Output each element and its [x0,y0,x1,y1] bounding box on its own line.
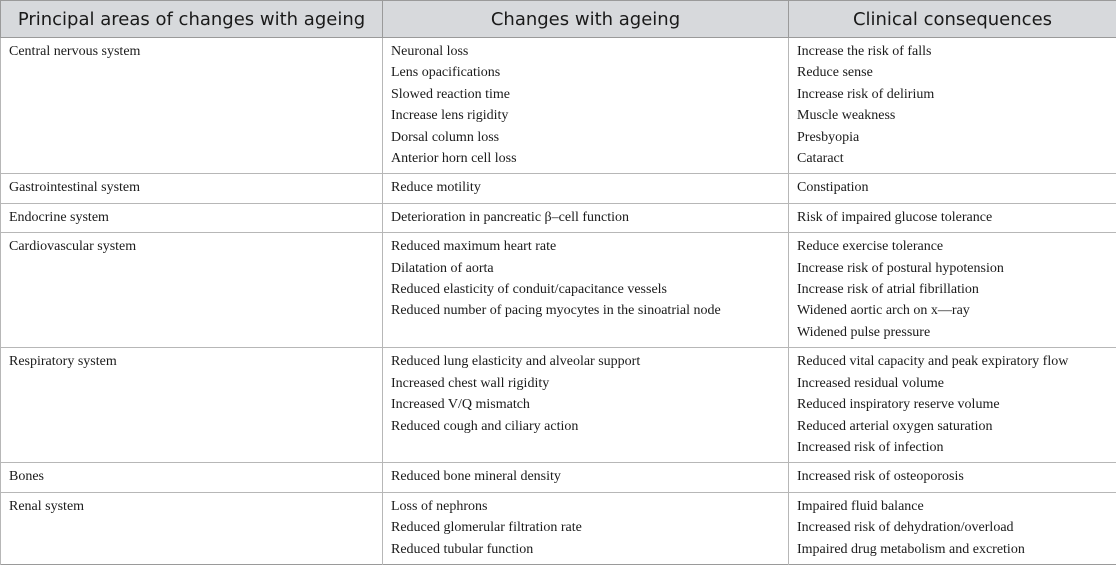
change-item: Dilatation of aorta [391,258,780,279]
changes-cell [383,174,789,203]
area-cell: Gastrointestinal system [1,174,383,203]
consequence-item: Widened aortic arch on x—ray [797,300,1108,321]
consequence-item: Reduced vital capacity and peak expiratory flow [797,351,1108,372]
area-cell: Central nervous system [1,38,383,174]
change-item: Reduced tubular function [391,539,780,560]
consequences-cell [789,492,1116,564]
change-item: Reduced bone mineral density [391,466,780,487]
table-header [1,1,1116,38]
consequence-item: Increased risk of dehydration/overload [797,517,1108,538]
changes-cell [383,492,789,564]
change-item: Increased chest wall rigidity [391,373,780,394]
table-row [1,492,1116,564]
table-row [1,38,1116,174]
table-row [1,348,1116,463]
table-row [1,174,1116,203]
consequence-item: Increase risk of delirium [797,84,1108,105]
change-item: Reduce motility [391,177,780,198]
change-item: Neuronal loss [391,41,780,62]
change-item: Reduced maximum heart rate [391,236,780,257]
change-item: Reduced lung elasticity and alveolar support [391,351,780,372]
consequence-item: Reduced arterial oxygen saturation [797,416,1108,437]
header-clinical-consequences: Clinical consequences [789,1,1116,38]
consequence-item: Increase the risk of falls [797,41,1108,62]
change-item: Deterioration in pancreatic β–cell function [391,207,780,228]
area-cell: Endocrine system [1,203,383,232]
change-item: Anterior horn cell loss [391,148,780,169]
changes-cell [383,463,789,492]
changes-cell [383,203,789,232]
change-item: Increased V/Q mismatch [391,394,780,415]
consequence-item: Presbyopia [797,127,1108,148]
consequence-item: Impaired fluid balance [797,496,1108,517]
consequence-item: Constipation [797,177,1108,198]
consequences-cell [789,233,1116,348]
consequence-item: Increased residual volume [797,373,1108,394]
change-item: Increase lens rigidity [391,105,780,126]
consequences-cell [789,348,1116,463]
header-changes-with-ageing: Changes with ageing [383,1,789,38]
area-cell: Renal system [1,492,383,564]
consequence-item: Reduce sense [797,62,1108,83]
table-row [1,203,1116,232]
consequence-item: Risk of impaired glucose tolerance [797,207,1108,228]
consequences-cell [789,463,1116,492]
consequence-item: Widened pulse pressure [797,322,1108,343]
change-item: Loss of nephrons [391,496,780,517]
consequence-item: Reduce exercise tolerance [797,236,1108,257]
table-body [1,38,1116,565]
change-item: Reduced elasticity of conduit/capacitance vessels [391,279,780,300]
change-item: Reduced glomerular filtration rate [391,517,780,538]
header-principal-areas: Principal areas of changes with ageing [1,1,383,38]
change-item: Reduced cough and ciliary action [391,416,780,437]
changes-cell [383,38,789,174]
consequences-cell [789,203,1116,232]
consequence-item: Cataract [797,148,1108,169]
consequence-item: Reduced inspiratory reserve volume [797,394,1108,415]
change-item: Dorsal column loss [391,127,780,148]
area-cell: Cardiovascular system [1,233,383,348]
changes-cell [383,348,789,463]
changes-cell [383,233,789,348]
consequence-item: Muscle weakness [797,105,1108,126]
area-cell: Respiratory system [1,348,383,463]
change-item: Reduced number of pacing myocytes in the sinoatrial node [391,300,780,321]
area-cell: Bones [1,463,383,492]
consequence-item: Increased risk of infection [797,437,1108,458]
consequences-cell [789,174,1116,203]
header-row [1,1,1116,38]
consequence-item: Impaired drug metabolism and excretion [797,539,1108,560]
table-row [1,463,1116,492]
change-item: Slowed reaction time [391,84,780,105]
change-item: Lens opacifications [391,62,780,83]
consequences-cell [789,38,1116,174]
consequence-item: Increased risk of osteoporosis [797,466,1108,487]
consequence-item: Increase risk of atrial fibrillation [797,279,1108,300]
table-row [1,233,1116,348]
consequence-item: Increase risk of postural hypotension [797,258,1108,279]
